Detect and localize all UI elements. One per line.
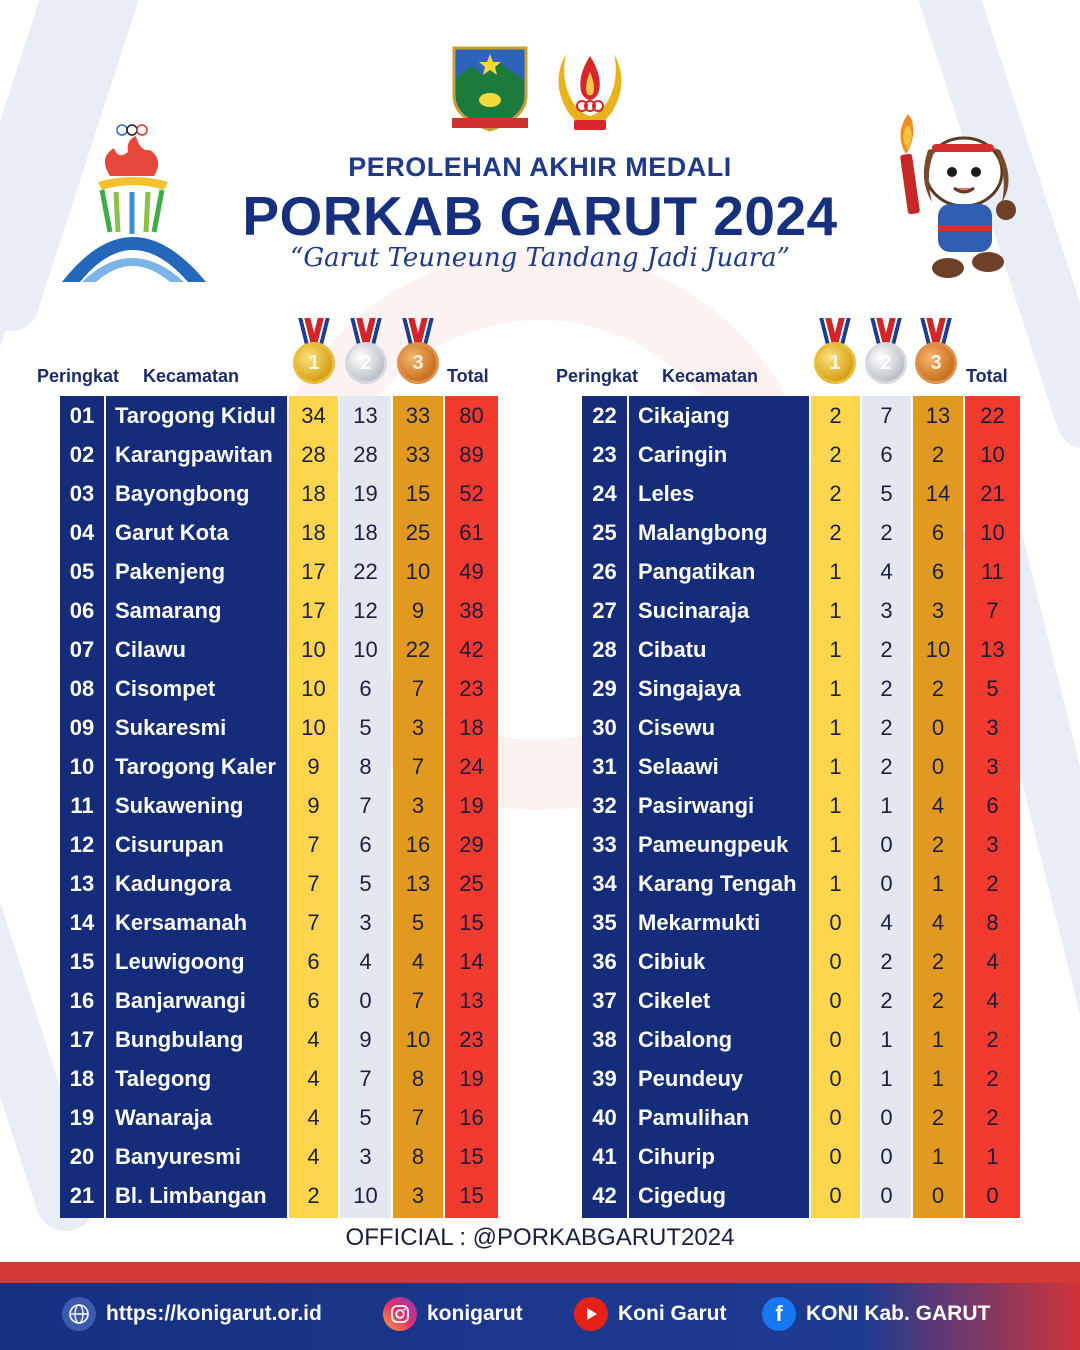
right-table-rank-cell: 33 (592, 831, 617, 857)
left-table-rank-cell: 04 (69, 519, 95, 545)
right-header-district: Kecamatan (662, 366, 759, 386)
left-table-name-cell: Kersamanah (115, 909, 248, 935)
right-table-rank-cell: 22 (592, 402, 617, 428)
right-table-name-cell: Sucinaraja (638, 597, 750, 623)
right-table-rank-cell: 34 (592, 870, 617, 896)
left-table-gold-cell: 17 (301, 597, 326, 623)
right-table-total-cell: 0 (986, 1182, 999, 1208)
left-table-bronze-cell: 16 (405, 831, 431, 857)
left-table-name-cell: Bl. Limbangan (115, 1182, 267, 1208)
right-table-total-cell: 3 (986, 714, 999, 740)
left-table-name-cell: Bayongbong (115, 480, 250, 506)
left-table-silver-cell: 6 (359, 675, 372, 701)
right-table-bronze-cell: 6 (931, 558, 945, 584)
facebook-label: KONI Kab. GARUT (806, 1302, 991, 1325)
left-table-total-cell: 61 (459, 519, 484, 545)
left-table-name-cell: Cisompet (115, 675, 216, 701)
left-table-silver-cell: 3 (359, 1143, 372, 1169)
right-table-total-cell: 2 (986, 1065, 999, 1091)
left-table-rank-cell: 06 (69, 597, 95, 623)
left-table-rank-cell: 18 (69, 1065, 95, 1091)
left-table-total-cell: 16 (459, 1104, 484, 1130)
left-table-bronze-cell: 7 (411, 675, 425, 701)
left-table-name-cell: Kadungora (115, 870, 232, 896)
gold-medal-icon: 1 (291, 318, 337, 388)
left-table-bronze-cell: 7 (411, 753, 425, 779)
silver-medal-icon: 2 (343, 318, 389, 388)
right-table-total-cell: 21 (980, 480, 1005, 506)
left-table-rank-cell: 14 (69, 909, 95, 935)
right-table-gold-cell: 1 (829, 870, 842, 896)
right-table-silver-cell: 2 (880, 948, 893, 974)
right-table-rank-cell: 24 (592, 480, 617, 506)
right-table-name-cell: Pamulihan (638, 1104, 750, 1130)
left-table-silver-cell: 3 (359, 909, 372, 935)
right-table-silver-cell: 0 (880, 1104, 893, 1130)
left-table-silver-cell: 8 (359, 753, 372, 779)
left-table-name-cell: Wanaraja (115, 1104, 213, 1130)
right-table-total-cell: 4 (986, 948, 999, 974)
left-table-silver-cell: 5 (359, 870, 372, 896)
right-table-gold-cell: 2 (829, 441, 842, 467)
right-table-bronze-cell: 14 (925, 480, 951, 506)
left-table-rank-cell: 08 (69, 675, 95, 701)
left-table-total-cell: 15 (459, 1143, 484, 1169)
left-table-gold-cell: 7 (307, 870, 320, 896)
tagline: “Garut Teuneung Tandang Jadi Juara” (290, 243, 790, 273)
right-table-total-cell: 4 (986, 987, 999, 1013)
right-district-column (629, 396, 809, 1218)
left-table-gold-cell: 6 (307, 987, 320, 1013)
right-table-gold-cell: 2 (829, 402, 842, 428)
right-table-name-cell: Malangbong (638, 519, 768, 545)
left-table-rank-cell: 03 (69, 480, 95, 506)
right-table-silver-cell: 4 (880, 558, 893, 584)
left-table-name-cell: Banjarwangi (115, 987, 246, 1013)
right-table-silver-cell: 2 (880, 753, 893, 779)
left-table-gold-cell: 6 (307, 948, 320, 974)
left-table-total-cell: 24 (459, 753, 484, 779)
left-table-rank-cell: 21 (69, 1182, 95, 1208)
right-table-bronze-cell: 1 (931, 1143, 945, 1169)
right-table-total-cell: 3 (986, 831, 999, 857)
right-table-silver-cell: 2 (880, 675, 893, 701)
left-table-name-cell: Bungbulang (115, 1026, 244, 1052)
right-table-total-cell: 11 (981, 558, 1004, 584)
right-table-rank-cell: 23 (592, 441, 617, 467)
left-table-silver-cell: 19 (353, 480, 378, 506)
left-table-total-cell: 89 (459, 441, 484, 467)
youtube-label: Koni Garut (618, 1302, 727, 1325)
left-table-gold-cell: 4 (307, 1065, 320, 1091)
left-table-name-cell: Sukawening (115, 792, 244, 818)
right-table-bronze-cell: 2 (931, 1104, 945, 1130)
right-table-total-cell: 5 (986, 675, 999, 701)
right-table-name-cell: Pasirwangi (638, 792, 755, 818)
right-table-gold-cell: 1 (829, 714, 842, 740)
right-table-gold-cell: 1 (829, 792, 842, 818)
left-table-gold-cell: 9 (307, 753, 320, 779)
right-table-bronze-cell: 2 (931, 987, 945, 1013)
right-table-bronze-cell: 3 (931, 597, 945, 623)
left-table-bronze-cell: 3 (411, 1182, 425, 1208)
left-table-total-cell: 42 (459, 636, 484, 662)
right-table-name-cell: Mekarmukti (638, 909, 761, 935)
left-header-district: Kecamatan (143, 366, 240, 386)
left-table-rank-cell: 13 (69, 870, 95, 896)
silver-medal-icon: 2 (863, 318, 909, 388)
left-table-name-cell: Banyuresmi (115, 1143, 241, 1169)
right-table-silver-cell: 0 (880, 1143, 893, 1169)
left-table-gold-cell: 17 (301, 558, 326, 584)
right-table-rank-cell: 41 (592, 1143, 617, 1169)
right-table-name-cell: Cisewu (638, 714, 716, 740)
left-table-silver-cell: 4 (359, 948, 372, 974)
left-table-total-cell: 29 (459, 831, 484, 857)
left-table-silver-cell: 10 (353, 636, 378, 662)
website-label: https://konigarut.or.id (106, 1302, 322, 1325)
right-table-total-cell: 7 (986, 597, 999, 623)
left-table-rank-cell: 10 (69, 753, 95, 779)
garut-regency-emblem (448, 44, 532, 132)
left-table-silver-cell: 10 (353, 1182, 378, 1208)
right-table-name-cell: Selaawi (638, 753, 719, 779)
right-table-name-cell: Cihurip (638, 1143, 715, 1169)
right-table-bronze-cell: 0 (931, 1182, 945, 1208)
left-table-rank-cell: 17 (69, 1026, 95, 1052)
left-table-gold-cell: 2 (307, 1182, 320, 1208)
left-table-total-cell: 38 (459, 597, 484, 623)
globe-icon (62, 1297, 96, 1331)
left-table-bronze-cell: 15 (405, 480, 431, 506)
right-table-bronze-cell: 2 (931, 675, 945, 701)
left-table-gold-cell: 10 (301, 636, 326, 662)
right-table-total-cell: 10 (980, 441, 1005, 467)
left-table-silver-cell: 5 (359, 714, 372, 740)
left-bronze-column (393, 396, 443, 1218)
right-table-rank-cell: 37 (592, 987, 617, 1013)
facebook-link[interactable] (762, 1297, 990, 1331)
right-table-silver-cell: 4 (880, 909, 893, 935)
right-table-total-cell: 13 (980, 636, 1005, 662)
left-table-total-cell: 14 (459, 948, 484, 974)
right-table-bronze-cell: 0 (931, 753, 945, 779)
footer-social-bar (0, 1283, 1080, 1350)
right-table-rank-cell: 31 (592, 753, 617, 779)
right-table-name-cell: Caringin (638, 441, 728, 467)
right-table-silver-cell: 2 (880, 987, 893, 1013)
right-table-gold-cell: 2 (829, 480, 842, 506)
right-table-gold-cell: 0 (829, 1182, 842, 1208)
left-table-bronze-cell: 8 (411, 1143, 425, 1169)
right-table-silver-cell: 2 (880, 714, 893, 740)
right-table-rank-cell: 35 (592, 909, 617, 935)
right-table-silver-cell: 1 (880, 792, 893, 818)
left-table-gold-cell: 9 (307, 792, 320, 818)
right-table-total-cell: 2 (986, 1026, 999, 1052)
left-table-rank-cell: 11 (70, 792, 94, 818)
right-table-rank-cell: 26 (592, 558, 617, 584)
right-table-total-cell: 6 (986, 792, 999, 818)
right-table-total-cell: 10 (980, 519, 1005, 545)
right-table-bronze-cell: 1 (931, 1026, 945, 1052)
left-table-silver-cell: 18 (353, 519, 378, 545)
right-table-silver-cell: 7 (880, 402, 893, 428)
left-table-silver-cell: 9 (359, 1026, 372, 1052)
right-table-bronze-cell: 4 (931, 792, 945, 818)
left-table-total-cell: 19 (459, 1065, 484, 1091)
right-table-name-cell: Peundeuy (638, 1065, 744, 1091)
right-table-name-cell: Cibatu (638, 636, 707, 662)
left-table-silver-cell: 0 (359, 987, 372, 1013)
left-table-silver-cell: 6 (359, 831, 372, 857)
right-table-name-cell: Cikajang (638, 402, 730, 428)
left-table-name-cell: Cilawu (115, 636, 186, 662)
right-table-gold-cell: 0 (829, 948, 842, 974)
left-table-total-cell: 23 (459, 1026, 484, 1052)
left-table-gold-cell: 7 (307, 831, 320, 857)
left-table-bronze-cell: 13 (405, 870, 431, 896)
bronze-medal-icon: 3 (395, 318, 441, 388)
left-table-name-cell: Karangpawitan (115, 441, 273, 467)
right-table-name-cell: Cibalong (638, 1026, 733, 1052)
left-table-name-cell: Leuwigoong (115, 948, 245, 974)
right-table-bronze-cell: 1 (931, 1065, 945, 1091)
left-table-gold-cell: 34 (301, 402, 326, 428)
right-table-name-cell: Cikelet (638, 987, 711, 1013)
gold-medal-icon: 1 (812, 318, 858, 388)
right-table-total-cell: 8 (986, 909, 999, 935)
right-table-silver-cell: 2 (880, 519, 893, 545)
right-table-gold-cell: 0 (829, 1143, 842, 1169)
right-table-total-cell: 22 (980, 402, 1005, 428)
right-table-silver-cell: 3 (880, 597, 893, 623)
left-header-total: Total (447, 366, 489, 386)
left-table-gold-cell: 10 (301, 714, 326, 740)
left-table-silver-cell: 28 (353, 441, 378, 467)
right-table-silver-cell: 0 (880, 1182, 893, 1208)
left-table-gold-cell: 18 (301, 519, 326, 545)
left-table-rank-cell: 07 (69, 636, 95, 662)
bronze-medal-icon: 3 (913, 318, 959, 388)
right-gold-column (811, 396, 860, 1218)
left-table-rank-cell: 19 (69, 1104, 95, 1130)
right-table-rank-cell: 40 (592, 1104, 617, 1130)
left-table-bronze-cell: 33 (405, 402, 431, 428)
left-table-bronze-cell: 9 (411, 597, 425, 623)
right-table-name-cell: Cigedug (638, 1182, 726, 1208)
right-table-bronze-cell: 1 (931, 870, 945, 896)
left-table-rank-cell: 16 (69, 987, 95, 1013)
left-rank-column (60, 396, 104, 1218)
left-table-bronze-cell: 8 (411, 1065, 425, 1091)
left-table-name-cell: Sukaresmi (115, 714, 227, 740)
right-table-silver-cell: 0 (880, 870, 893, 896)
left-table-bronze-cell: 5 (411, 909, 425, 935)
right-total-column (965, 396, 1020, 1218)
right-bronze-column (913, 396, 963, 1218)
instagram-link[interactable] (383, 1297, 523, 1331)
right-table-gold-cell: 1 (829, 558, 842, 584)
left-gold-column (289, 396, 338, 1218)
right-table-silver-cell: 1 (880, 1026, 893, 1052)
left-table-gold-cell: 7 (307, 909, 320, 935)
left-table-silver-cell: 22 (353, 558, 378, 584)
left-table-bronze-cell: 7 (411, 1104, 425, 1130)
left-table-silver-cell: 5 (359, 1104, 372, 1130)
left-table-gold-cell: 28 (301, 441, 326, 467)
right-table-gold-cell: 0 (829, 1104, 842, 1130)
left-table-total-cell: 80 (459, 402, 484, 428)
right-table-total-cell: 3 (986, 753, 999, 779)
left-table-gold-cell: 18 (301, 480, 326, 506)
right-table-gold-cell: 2 (829, 519, 842, 545)
right-table-name-cell: Pangatikan (638, 558, 756, 584)
right-table-gold-cell: 0 (829, 909, 842, 935)
left-table-silver-cell: 12 (353, 597, 378, 623)
right-table-bronze-cell: 13 (925, 402, 951, 428)
left-table-total-cell: 13 (459, 987, 484, 1013)
left-table-name-cell: Pakenjeng (115, 558, 226, 584)
right-table-gold-cell: 1 (829, 675, 842, 701)
left-table-bronze-cell: 4 (411, 948, 425, 974)
right-table-rank-cell: 30 (592, 714, 617, 740)
left-table-bronze-cell: 7 (411, 987, 425, 1013)
right-table-gold-cell: 1 (829, 831, 842, 857)
right-table-bronze-cell: 0 (931, 714, 945, 740)
right-table-silver-cell: 0 (880, 831, 893, 857)
right-table-bronze-cell: 2 (931, 831, 945, 857)
left-table-gold-cell: 4 (307, 1143, 320, 1169)
right-table-gold-cell: 1 (829, 753, 842, 779)
left-table-name-cell: Tarogong Kaler (115, 753, 276, 779)
left-table-rank-cell: 20 (69, 1143, 95, 1169)
left-table-silver-cell: 13 (353, 402, 378, 428)
title-subtitle: PEROLEHAN AKHIR MEDALI (348, 152, 732, 182)
right-silver-column (862, 396, 911, 1218)
right-table-rank-cell: 39 (592, 1065, 617, 1091)
right-table-gold-cell: 0 (829, 987, 842, 1013)
youtube-link[interactable] (574, 1297, 727, 1331)
right-table-gold-cell: 0 (829, 1065, 842, 1091)
left-total-column (445, 396, 498, 1218)
right-table-name-cell: Pameungpeuk (638, 831, 789, 857)
right-table-rank-cell: 29 (592, 675, 617, 701)
right-table-silver-cell: 6 (880, 441, 893, 467)
right-table-bronze-cell: 2 (931, 948, 945, 974)
left-table-name-cell: Tarogong Kidul (115, 402, 276, 428)
right-table-silver-cell: 1 (880, 1065, 893, 1091)
right-table-rank-cell: 36 (592, 948, 617, 974)
right-table-rank-cell: 32 (592, 792, 617, 818)
left-table-total-cell: 18 (459, 714, 484, 740)
right-table-gold-cell: 1 (829, 597, 842, 623)
right-table-name-cell: Leles (638, 480, 695, 506)
left-table-bronze-cell: 10 (405, 1026, 431, 1052)
right-table-gold-cell: 1 (829, 636, 842, 662)
left-table-silver-cell: 7 (359, 792, 372, 818)
left-table-name-cell: Talegong (115, 1065, 212, 1091)
right-table-rank-cell: 38 (592, 1026, 617, 1052)
left-table-bronze-cell: 3 (411, 714, 425, 740)
left-table-bronze-cell: 22 (405, 636, 431, 662)
left-header-rank: Peringkat (37, 366, 120, 386)
left-table-name-cell: Samarang (115, 597, 222, 623)
left-table-total-cell: 15 (459, 909, 484, 935)
right-table-rank-cell: 28 (592, 636, 617, 662)
left-table-total-cell: 15 (459, 1182, 484, 1208)
right-table-silver-cell: 5 (880, 480, 893, 506)
left-table-rank-cell: 02 (69, 441, 95, 467)
website-link[interactable] (62, 1297, 322, 1331)
right-table-total-cell: 2 (986, 870, 999, 896)
left-table-name-cell: Garut Kota (115, 519, 229, 545)
right-table-total-cell: 2 (986, 1104, 999, 1130)
footer-accent (0, 1262, 1080, 1283)
left-district-column (106, 396, 287, 1218)
instagram-label: konigarut (427, 1302, 523, 1325)
right-table-bronze-cell: 10 (925, 636, 951, 662)
right-table-name-cell: Cibiuk (638, 948, 706, 974)
left-table-rank-cell: 12 (69, 831, 95, 857)
right-table-rank-cell: 27 (592, 597, 617, 623)
left-table-rank-cell: 05 (69, 558, 95, 584)
left-table-gold-cell: 4 (307, 1026, 320, 1052)
right-table-name-cell: Karang Tengah (638, 870, 797, 896)
right-table-bronze-cell: 6 (931, 519, 945, 545)
left-table-name-cell: Cisurupan (115, 831, 224, 857)
koni-garut-emblem (546, 42, 634, 136)
left-table-bronze-cell: 25 (405, 519, 431, 545)
left-table-bronze-cell: 10 (405, 558, 431, 584)
facebook-icon: f (762, 1297, 796, 1331)
right-header-rank: Peringkat (556, 366, 639, 386)
right-table-bronze-cell: 2 (931, 441, 945, 467)
official-account-note: OFFICIAL : @PORKABGARUT2024 (345, 1224, 735, 1251)
right-table-rank-cell: 25 (592, 519, 617, 545)
left-table-bronze-cell: 33 (405, 441, 431, 467)
right-table-name-cell: Singajaya (638, 675, 741, 701)
left-table-rank-cell: 09 (69, 714, 95, 740)
right-rank-column (582, 396, 627, 1218)
page-title: PORKAB GARUT 2024 (242, 185, 838, 247)
youtube-icon (574, 1297, 608, 1331)
right-table-gold-cell: 0 (829, 1026, 842, 1052)
left-table-silver-cell: 7 (359, 1065, 372, 1091)
right-table-bronze-cell: 4 (931, 909, 945, 935)
right-table-rank-cell: 42 (592, 1182, 617, 1208)
left-table-total-cell: 25 (459, 870, 484, 896)
left-table-total-cell: 19 (459, 792, 484, 818)
left-table-gold-cell: 4 (307, 1104, 320, 1130)
left-table-rank-cell: 01 (69, 402, 95, 428)
left-table-bronze-cell: 3 (411, 792, 425, 818)
left-table-gold-cell: 10 (301, 675, 326, 701)
right-table-silver-cell: 2 (880, 636, 893, 662)
left-table-rank-cell: 15 (69, 948, 95, 974)
left-silver-column (340, 396, 391, 1218)
right-header-total: Total (966, 366, 1008, 386)
left-table-total-cell: 49 (459, 558, 484, 584)
left-table-total-cell: 23 (459, 675, 484, 701)
right-table-total-cell: 1 (986, 1143, 999, 1169)
left-table-total-cell: 52 (459, 480, 484, 506)
header-logos (448, 42, 638, 137)
instagram-icon (383, 1297, 417, 1331)
